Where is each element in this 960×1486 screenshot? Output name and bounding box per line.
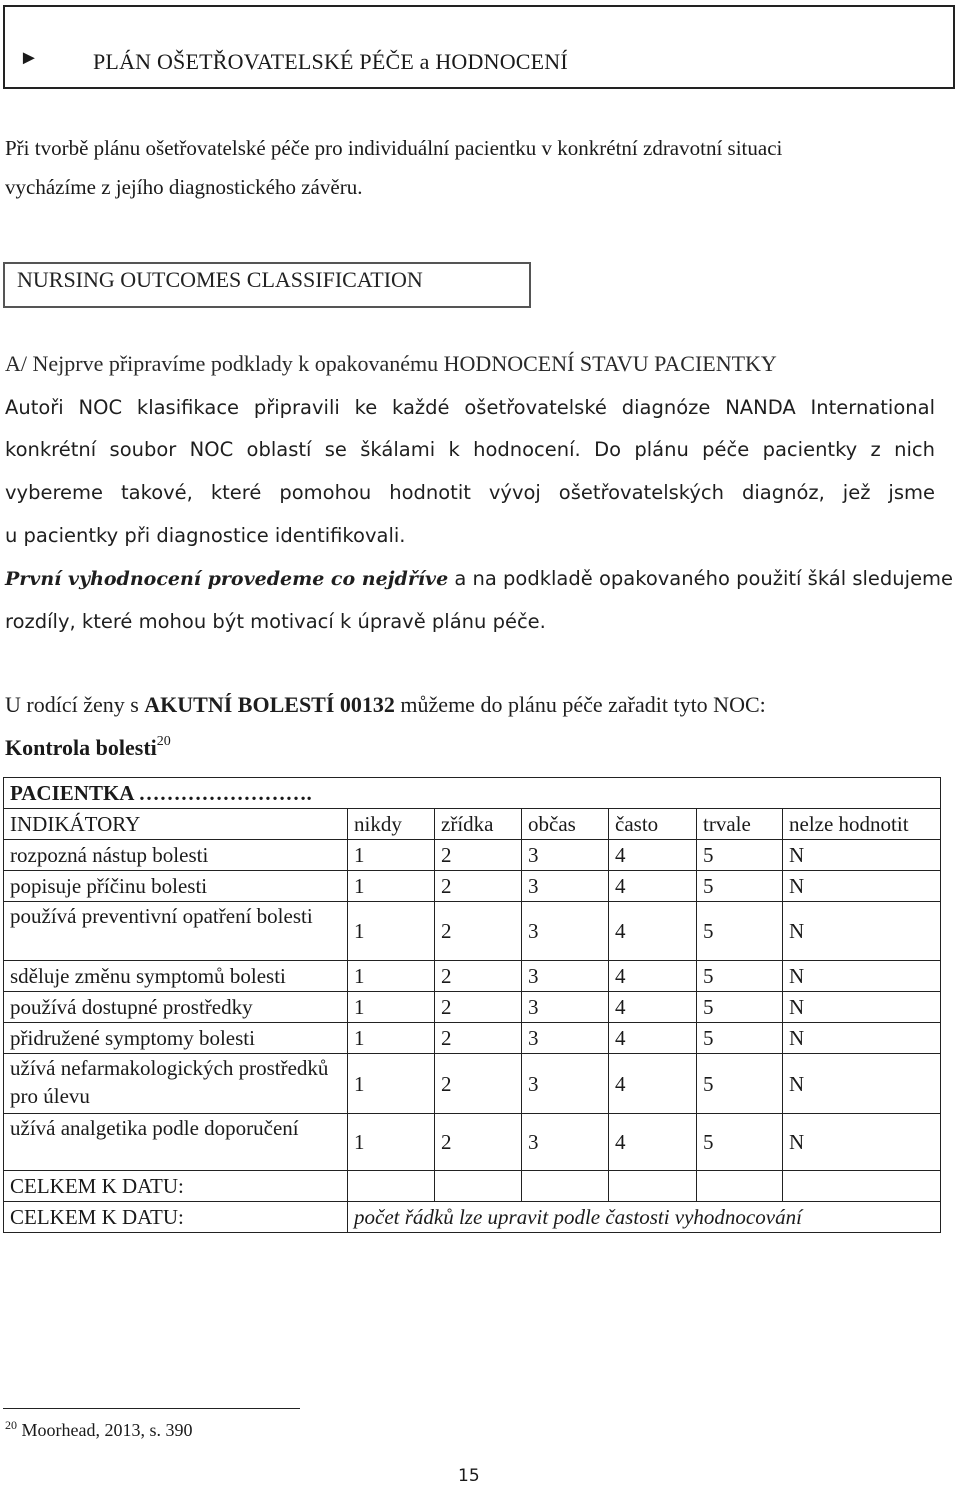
score-cell[interactable]: N: [783, 871, 941, 902]
total-cell[interactable]: [435, 1171, 522, 1202]
table-row: [4, 840, 941, 871]
score-cell[interactable]: 5: [697, 902, 783, 961]
footnote-number: 20: [5, 1418, 17, 1432]
patient-row: [4, 778, 941, 809]
section-a-heading: A/ Nejprve připravíme podklady k opakovanému HODNOCENÍ STAVU PACIENTKY: [5, 351, 777, 376]
indicator-cell: užívá nefarmakologických prostředků pro úlevu: [4, 1054, 348, 1114]
header-indicators: INDIKÁTORY: [4, 809, 348, 840]
total-cell[interactable]: [783, 1171, 941, 1202]
noc-title: [5, 735, 171, 761]
score-cell[interactable]: 2: [435, 1023, 522, 1054]
total-row: [4, 1202, 941, 1233]
score-cell[interactable]: 5: [697, 992, 783, 1023]
total-cell[interactable]: [522, 1171, 609, 1202]
header-sometimes: občas: [522, 809, 609, 840]
score-cell[interactable]: 3: [522, 992, 609, 1023]
pain-intro: [5, 692, 766, 718]
table-row: [4, 1054, 941, 1114]
table-note: počet řádků lze upravit podle častosti vyhodnocování: [348, 1202, 941, 1233]
score-cell[interactable]: 1: [348, 840, 435, 871]
header-not-assessable: nelze hodnotit: [783, 809, 941, 840]
section-a-line-5: [5, 567, 954, 590]
score-cell[interactable]: 3: [522, 961, 609, 992]
footnote-ref: 20: [156, 733, 171, 749]
score-cell[interactable]: N: [783, 1114, 941, 1171]
section-a-line-2: konkrétní soubor NOC oblastí se škálami k hodnocení. Do plánu péče pacientky z nich: [5, 438, 935, 461]
score-cell[interactable]: 3: [522, 902, 609, 961]
section-a-line-4: u pacientky při diagnostice identifikovali.: [5, 524, 406, 547]
score-cell[interactable]: 3: [522, 840, 609, 871]
score-cell[interactable]: 5: [697, 871, 783, 902]
score-cell[interactable]: N: [783, 902, 941, 961]
score-cell[interactable]: 4: [609, 961, 697, 992]
score-cell[interactable]: 2: [435, 902, 522, 961]
indicator-cell: přidružené symptomy bolesti: [4, 1023, 348, 1054]
score-cell[interactable]: 5: [697, 1114, 783, 1171]
score-cell[interactable]: 2: [435, 840, 522, 871]
noc-title-text: Kontrola bolesti: [5, 735, 157, 760]
score-cell[interactable]: 4: [609, 1023, 697, 1054]
score-cell[interactable]: 1: [348, 992, 435, 1023]
score-cell[interactable]: 5: [697, 1054, 783, 1114]
score-cell[interactable]: 2: [435, 961, 522, 992]
score-cell[interactable]: 2: [435, 992, 522, 1023]
header-often: často: [609, 809, 697, 840]
table-row: [4, 902, 941, 961]
score-cell[interactable]: 2: [435, 1054, 522, 1114]
table-row: [4, 1023, 941, 1054]
score-cell[interactable]: 5: [697, 840, 783, 871]
score-cell[interactable]: 4: [609, 992, 697, 1023]
bullet-arrow-icon: ►: [19, 47, 39, 69]
score-cell[interactable]: 1: [348, 1054, 435, 1114]
score-cell[interactable]: 5: [697, 1023, 783, 1054]
indicator-cell: popisuje příčinu bolesti: [4, 871, 348, 902]
intro-line-2: vycházíme z jejího diagnostického závěru.: [5, 175, 363, 199]
score-cell[interactable]: 4: [609, 1054, 697, 1114]
intro-line-1: Při tvorbě plánu ošetřovatelské péče pro individuální pacientku v konkrétní zdravotní situaci: [5, 136, 783, 160]
score-cell[interactable]: 3: [522, 1054, 609, 1114]
section-a-line-5-rest: a na podkladě opakovaného použití škál sledujeme: [448, 567, 954, 590]
noc-classification-box: [3, 262, 531, 308]
total-cell[interactable]: [609, 1171, 697, 1202]
total-label: CELKEM K DATU:: [4, 1171, 348, 1202]
score-cell[interactable]: N: [783, 961, 941, 992]
score-cell[interactable]: 1: [348, 961, 435, 992]
pain-intro-post: můžeme do plánu péče zařadit tyto NOC:: [394, 692, 766, 717]
table-header-row: [4, 809, 941, 840]
score-cell[interactable]: 3: [522, 1023, 609, 1054]
header-always: trvale: [697, 809, 783, 840]
score-cell[interactable]: 3: [522, 871, 609, 902]
section-a-line-1: Autoři NOC klasifikace připravili ke každé ošetřovatelské diagnóze NANDA International: [5, 396, 935, 419]
section-title-box: [3, 5, 955, 89]
score-cell[interactable]: N: [783, 1054, 941, 1114]
score-cell[interactable]: N: [783, 992, 941, 1023]
indicator-cell: používá preventivní opatření bolesti: [4, 902, 348, 961]
score-cell[interactable]: N: [783, 1023, 941, 1054]
table-row: [4, 871, 941, 902]
total-cell[interactable]: [697, 1171, 783, 1202]
score-cell[interactable]: 1: [348, 1114, 435, 1171]
score-cell[interactable]: 4: [609, 902, 697, 961]
section-a-line-3: vybereme takové, které pomohou hodnotit vývoj ošetřovatelských diagnóz, jež jsme: [5, 481, 935, 504]
score-cell[interactable]: 4: [609, 871, 697, 902]
noc-classification-label: NURSING OUTCOMES CLASSIFICATION: [17, 267, 423, 292]
footnote-text: Moorhead, 2013, s. 390: [17, 1420, 193, 1440]
header-rarely: zřídka: [435, 809, 522, 840]
pain-intro-pre: U rodící ženy s: [5, 692, 145, 717]
table-row: [4, 992, 941, 1023]
section-title: PLÁN OŠETŘOVATELSKÉ PÉČE a HODNOCENÍ: [93, 49, 568, 74]
section-a-line-6: rozdíly, které mohou být motivací k úpravě plánu péče.: [5, 610, 546, 633]
indicator-cell: rozpozná nástup bolesti: [4, 840, 348, 871]
total-row: [4, 1171, 941, 1202]
total-cell[interactable]: [348, 1171, 435, 1202]
emphasis-first-evaluation: První vyhodnocení provedeme co nejdříve: [5, 568, 449, 590]
score-cell[interactable]: 1: [348, 1023, 435, 1054]
score-cell[interactable]: 2: [435, 871, 522, 902]
table-row: [4, 1114, 941, 1171]
score-cell[interactable]: 3: [522, 1114, 609, 1171]
indicator-cell: používá dostupné prostředky: [4, 992, 348, 1023]
score-cell[interactable]: 4: [609, 1114, 697, 1171]
score-cell[interactable]: 2: [435, 1114, 522, 1171]
patient-field[interactable]: PACIENTKA …………………….: [4, 778, 941, 809]
indicator-cell: užívá analgetika podle doporučení: [4, 1114, 348, 1171]
pain-diagnosis: AKUTNÍ BOLESTÍ 00132: [144, 692, 395, 717]
page-number: 15: [458, 1466, 480, 1486]
footnote-divider: [3, 1408, 300, 1409]
pain-control-scale-table: [3, 777, 941, 1233]
score-cell[interactable]: 4: [609, 840, 697, 871]
score-cell[interactable]: N: [783, 840, 941, 871]
score-cell[interactable]: 1: [348, 902, 435, 961]
score-cell[interactable]: 5: [697, 961, 783, 992]
table-row: [4, 961, 941, 992]
total-label: CELKEM K DATU:: [4, 1202, 348, 1233]
score-cell[interactable]: 1: [348, 871, 435, 902]
header-never: nikdy: [348, 809, 435, 840]
indicator-cell: sděluje změnu symptomů bolesti: [4, 961, 348, 992]
footnote: [5, 1420, 192, 1441]
